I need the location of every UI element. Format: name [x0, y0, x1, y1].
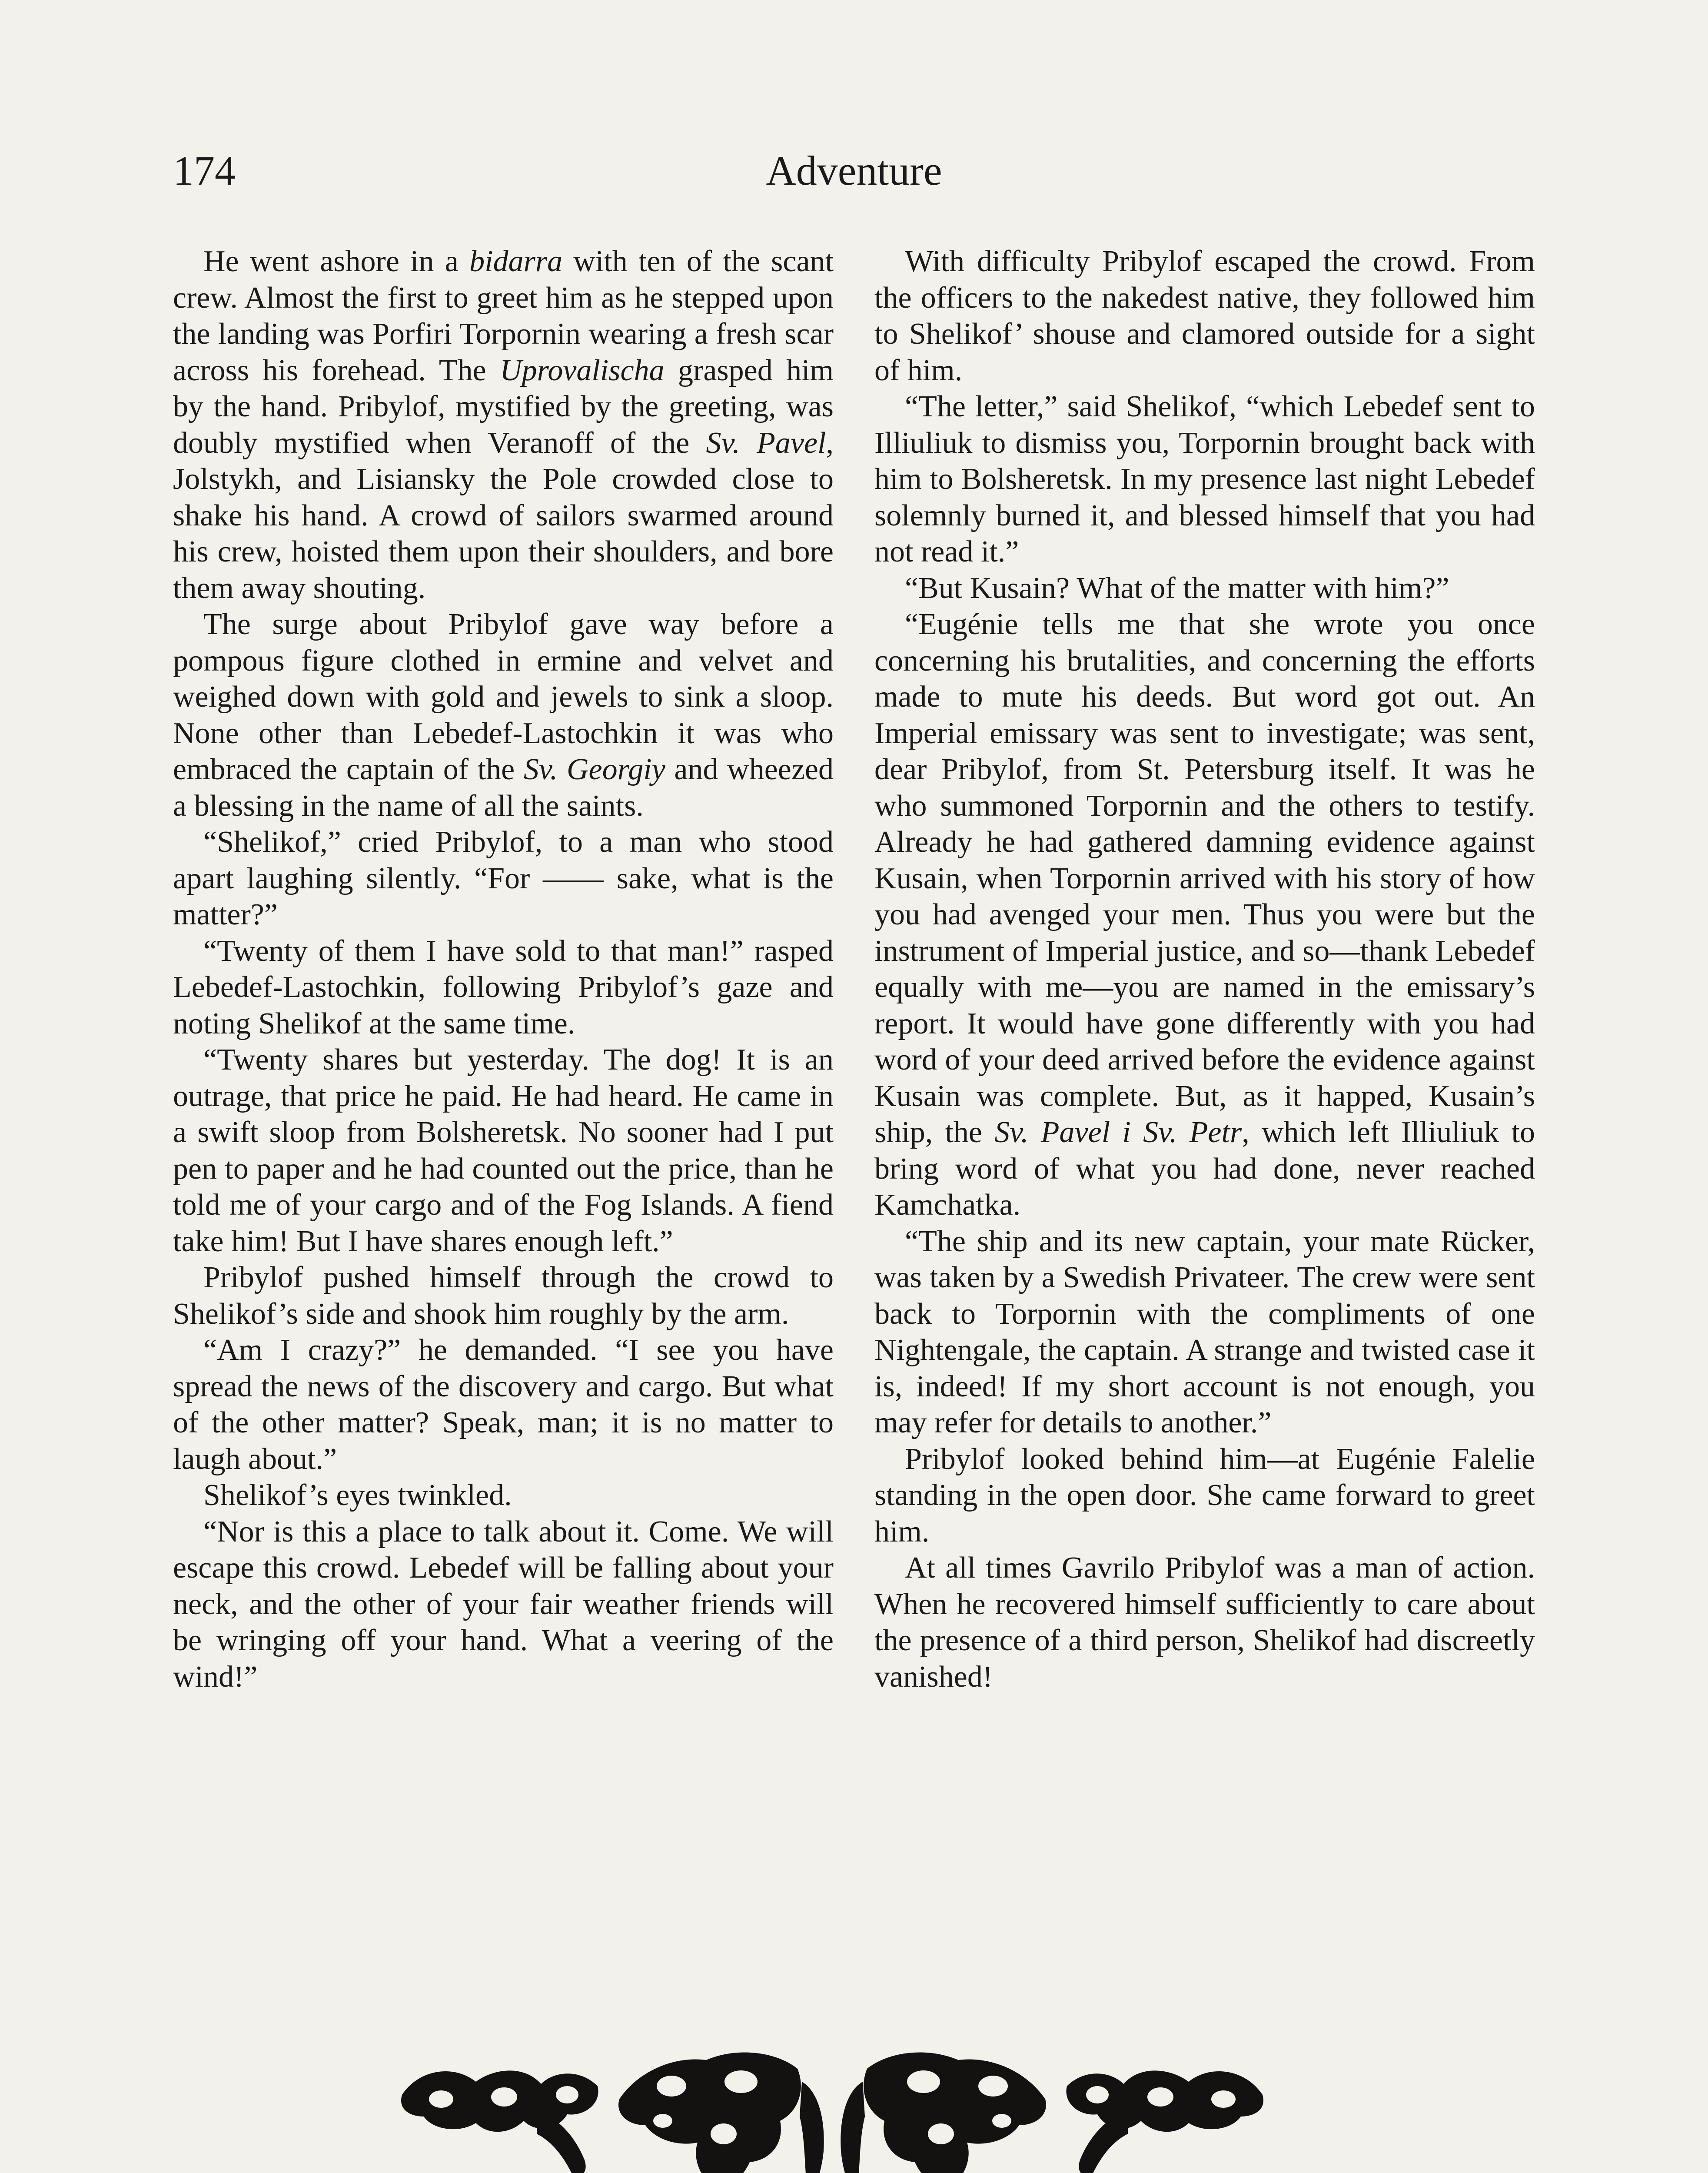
text-run: Pribylof pushed himself through the crowd to Shelikof’s side and shook him roughly by the arm.: [173, 1261, 834, 1331]
text-run: and wheezed a blessing in the name of all the saints.: [173, 753, 834, 823]
italic-text-run: bidarra: [469, 245, 563, 278]
text-run: At all times Gavrilo Pribylof was a man of action. When he recovered himself sufficiently to care about the presence of a third person, Shelikof had discreetly vanished!: [874, 1551, 1535, 1694]
paragraph: [173, 1477, 834, 1514]
italic-text-run: Sv. Georgiy: [523, 753, 665, 786]
decorative-tailpiece-ornament: [393, 2030, 1271, 2173]
paragraph: [874, 606, 1535, 1223]
text-run: With difficulty Pribylof escaped the crowd. From the officers to the nakedest native, they followed him to Shelikof’ shouse and clamored outside for a sight of him.: [874, 245, 1535, 387]
text-run: The surge about Pribylof gave way before a pompous figure clothed in ermine and velvet and weighed down with gold and jewels to sink a sloop. None other than Lebedef-Lastochkin it was who embraced the captain of the: [173, 608, 834, 786]
paragraph: [173, 933, 834, 1042]
page-number: 174: [173, 147, 236, 194]
paragraph: [173, 243, 834, 606]
text-run: , Jolstykh, and Lisiansky the Pole crowded close to shake his hand. A crowd of sailors swarmed around his crew, hoisted them upon their shoulders, and bore them away shouting.: [173, 426, 834, 605]
paragraph: [874, 1550, 1535, 1695]
text-run: Pribylof looked behind him—at Eugénie Falelie standing in the open door. She came forward to greet him.: [874, 1442, 1535, 1548]
text-run: “Nor is this a place to talk about it. Come. We will escape this crowd. Lebedef will be falling about your neck, and the other of your fair weather friends will be wringing off your hand. What a veering of the wind!”: [173, 1515, 834, 1694]
text-run: “Shelikof,” cried Pribylof, to a man who stood apart laughing silently. “For —— sake, what is the matter?”: [173, 825, 834, 931]
paragraph: [874, 389, 1535, 570]
text-run: “The ship and its new captain, your mate Rücker, was taken by a Swedish Privateer. The crew were sent back to Torpornin with the compliments of one Nightengale, the captain. A strange and twisted case it is, indeed! If my short account is not enough, you may refer for details to another.”: [874, 1224, 1535, 1439]
italic-text-run: Uprovalischa: [500, 353, 665, 387]
left-column: [173, 243, 834, 1695]
paragraph: [173, 606, 834, 824]
italic-text-run: Sv. Pavel: [706, 426, 826, 460]
paragraph: [173, 1332, 834, 1477]
paragraph: [173, 1259, 834, 1332]
paragraph: [874, 1223, 1535, 1441]
paragraph: [874, 243, 1535, 389]
text-run: “The letter,” said Shelikof, “which Lebedef sent to Illiuliuk to dismiss you, Torpornin brought back with him to Bolsheretsk. In my presence last night Lebedef solemnly burned it, and blessed himself that you had not read it.”: [874, 390, 1535, 568]
paragraph: [874, 570, 1535, 607]
text-run: “Twenty shares but yesterday. The dog! It is an outrage, that price he paid. He had heard. He came in a swift sloop from Bolsheretsk. No sooner had I put pen to paper and he had counted out the price, than he told me of your cargo and of the Fog Islands. A fiend take him! But I have shares enough left.”: [173, 1043, 834, 1258]
text-run: “Eugénie tells me that she wrote you once concerning his brutalities, and concerning the efforts made to mute his deeds. But word got out. An Imperial emissary was sent to investigate; was sent, dear Pribylof, from St. Petersburg itself. It was he who summoned Torpornin and the others to testify. Already he had gathered damning evidence against Kusain, when Torpornin arrived with his story of how you had avenged your men. Thus you were but the instrument of Imperial justice, and so—thank Lebedef equally with me—you are named in the emissary’s report. It would have gone differently with you had word of your deed arrived before the evidence against Kusain was complete. But, as it happed, Kusain’s ship, the: [874, 608, 1535, 1149]
italic-text-run: Sv. Pavel i Sv. Petr: [994, 1116, 1242, 1149]
text-run: Shelikof’s eyes twinkled.: [203, 1479, 512, 1512]
paragraph: [173, 824, 834, 933]
text-run: “But Kusain? What of the matter with him?”: [905, 571, 1449, 605]
text-run: “Am I crazy?” he demanded. “I see you have spread the news of the discovery and cargo. But what of the other matter? Speak, man; it is no matter to laugh about.”: [173, 1333, 834, 1476]
text-run: He went ashore in a: [203, 245, 470, 278]
running-head: Adventure: [766, 147, 942, 194]
text-run: with ten of the scant crew. Almost the first to greet him as he stepped upon the landing was Porfiri Torpornin wearing a fresh scar across his forehead. The: [173, 245, 834, 387]
text-run: grasped him by the hand. Pribylof, mystified by the greeting, was doubly mystified when Veranoff of the: [173, 353, 834, 460]
text-run: , which left Illiuliuk to bring word of what you had done, never reached Kamchatka.: [874, 1116, 1535, 1222]
right-column: [874, 243, 1535, 1695]
text-run: “Twenty of them I have sold to that man!” rasped Lebedef-Lastochkin, following Pribylof’s gaze and noting Shelikof at the same time.: [173, 934, 834, 1040]
paragraph: [173, 1042, 834, 1259]
paragraph: [874, 1441, 1535, 1550]
paragraph: [173, 1514, 834, 1695]
